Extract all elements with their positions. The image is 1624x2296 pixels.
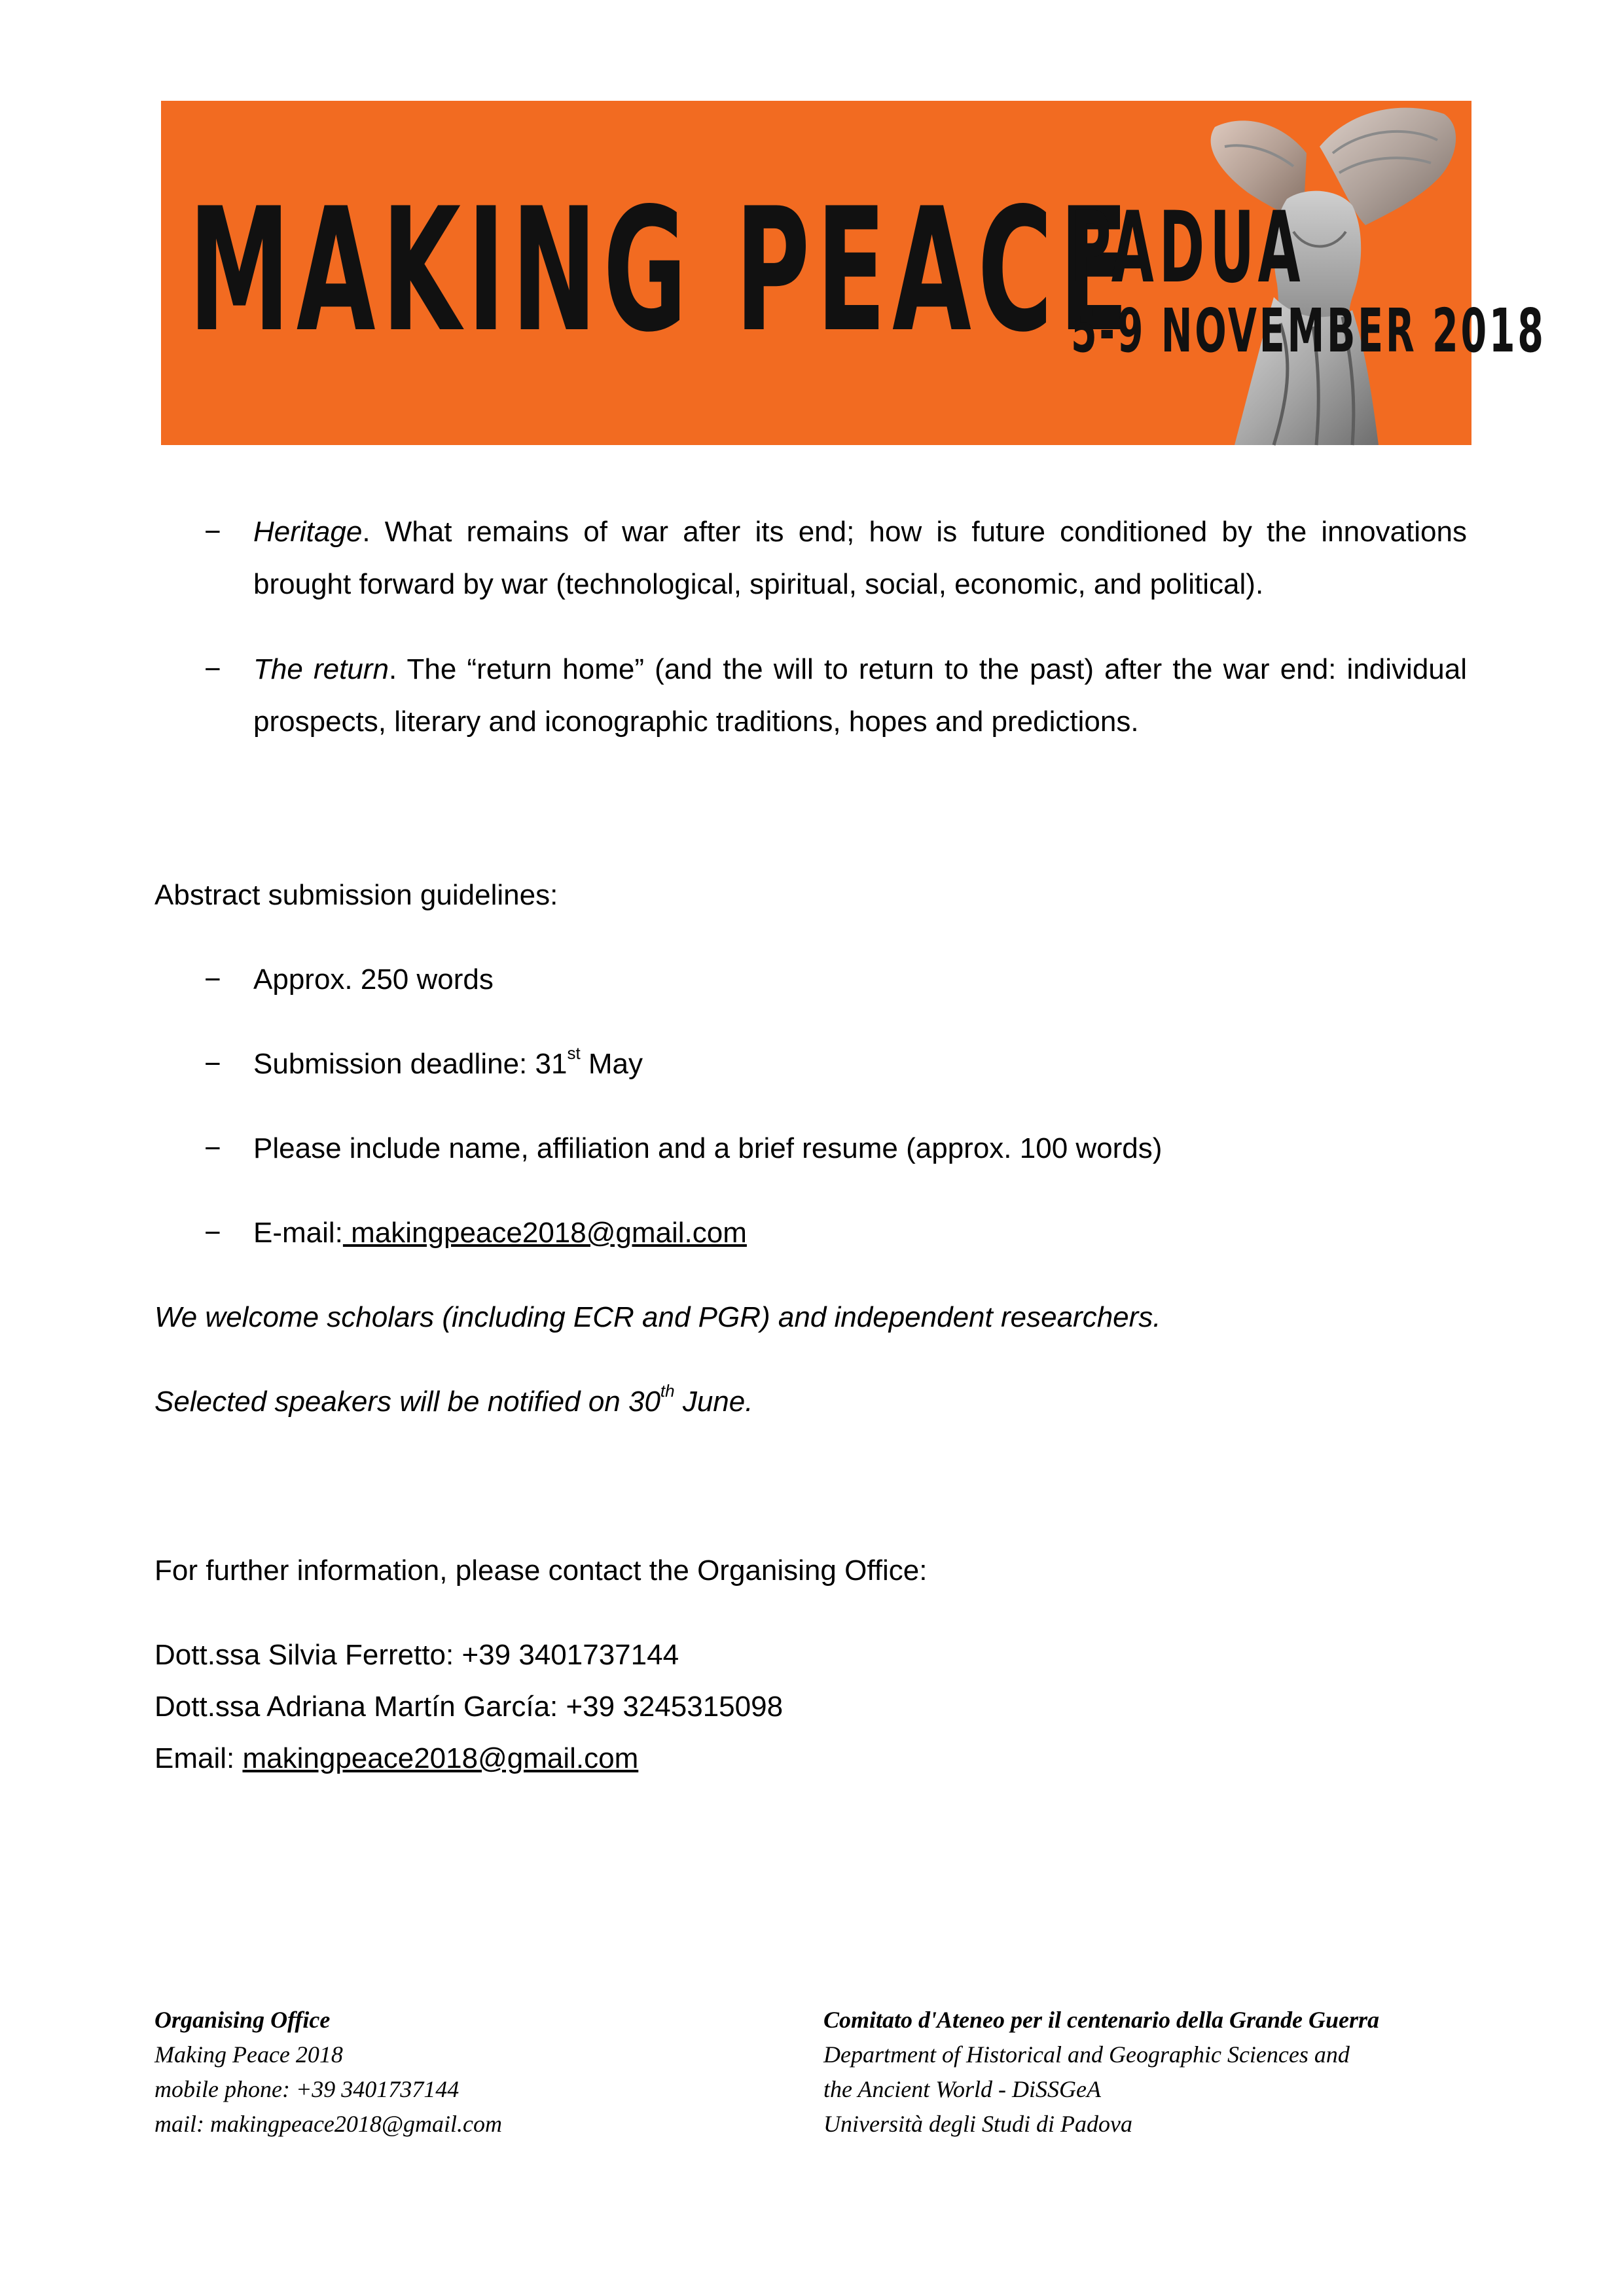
guideline-item-email bbox=[154, 1207, 1467, 1259]
contact-person-1: Dott.ssa Silvia Ferretto: +39 3401737144 bbox=[154, 1639, 679, 1671]
topic-description: . The “return home” (and the will to return to the past) after the war end: individual prospects, literary and iconographic traditions, hopes and predictions. bbox=[253, 653, 1468, 738]
topic-description: . What remains of war after its end; how is future conditioned by the innovations brought forward by war (technological, spiritual, social, economic, and political). bbox=[253, 516, 1467, 600]
topic-item-heritage bbox=[154, 506, 1467, 611]
guideline-item-include bbox=[154, 1122, 1467, 1175]
footer-left-heading: Organising Office bbox=[154, 2007, 331, 2033]
notify-ordinal: th bbox=[660, 1381, 675, 1401]
notify-prefix: Selected speakers will be notified on 30 bbox=[154, 1386, 660, 1418]
topic-text bbox=[253, 506, 1467, 611]
contact-person-2: Dott.ssa Adriana Martín García: +39 3245315098 bbox=[154, 1691, 784, 1723]
contact-email bbox=[154, 1732, 638, 1785]
bullet-dash: − bbox=[204, 1217, 221, 1249]
banner-city: PADUA bbox=[1071, 191, 1306, 305]
footer-committee bbox=[823, 2003, 1379, 2142]
contact-email-label: Email: bbox=[154, 1742, 243, 1774]
topic-item-return bbox=[154, 643, 1467, 748]
notify-month: June. bbox=[674, 1386, 753, 1418]
footer-right-line: Department of Historical and Geographic Sciences and bbox=[823, 2041, 1350, 2068]
guidelines-heading: Abstract submission guidelines: bbox=[154, 879, 558, 911]
bullet-dash: − bbox=[204, 1132, 221, 1164]
footer-organising-office bbox=[154, 2003, 502, 2142]
footer-left-line: Making Peace 2018 bbox=[154, 2041, 343, 2068]
topic-text bbox=[253, 643, 1467, 748]
footer-right-line: Università degli Studi di Padova bbox=[823, 2111, 1132, 2137]
guideline-text: Approx. 250 words bbox=[253, 963, 494, 996]
email-link[interactable]: makingpeace2018@gmail.com bbox=[342, 1217, 747, 1249]
contact-intro: For further information, please contact the Organising Office: bbox=[154, 1554, 928, 1587]
topic-term: The return bbox=[253, 653, 389, 685]
deadline-ordinal: st bbox=[567, 1043, 581, 1064]
footer-left-line: mobile phone: +39 3401737144 bbox=[154, 2076, 460, 2102]
bullet-dash: − bbox=[204, 653, 221, 685]
topic-term: Heritage bbox=[253, 516, 363, 548]
guideline-item-words bbox=[154, 954, 1467, 1006]
banner-dates: 5-9 NOVEMBER 2018 bbox=[1071, 296, 1546, 366]
deadline-prefix: Submission deadline: 31 bbox=[253, 1048, 568, 1080]
guideline-text bbox=[253, 1207, 1467, 1259]
footer-left-line: mail: makingpeace2018@gmail.com bbox=[154, 2111, 502, 2137]
footer-right-heading: Comitato d'Ateneo per il centenario della Grande Guerra bbox=[823, 2007, 1380, 2033]
guideline-text bbox=[253, 1038, 1467, 1090]
notification-text bbox=[154, 1376, 753, 1428]
banner-title: MAKING PEACE bbox=[189, 172, 1135, 370]
email-label: E-mail: bbox=[253, 1217, 343, 1249]
deadline-month: May bbox=[580, 1048, 643, 1080]
guideline-item-deadline bbox=[154, 1038, 1467, 1090]
footer-right-line: the Ancient World - DiSSGeA bbox=[823, 2076, 1101, 2102]
bullet-dash: − bbox=[204, 1048, 221, 1080]
bullet-dash: − bbox=[204, 516, 221, 548]
bullet-dash: − bbox=[204, 963, 221, 996]
welcome-text: We welcome scholars (including ECR and PGR) and independent researchers. bbox=[154, 1301, 1161, 1333]
contact-email-link[interactable]: makingpeace2018@gmail.com bbox=[242, 1742, 639, 1774]
guideline-text: Please include name, affiliation and a brief resume (approx. 100 words) bbox=[253, 1132, 1163, 1164]
header-banner bbox=[161, 101, 1546, 445]
